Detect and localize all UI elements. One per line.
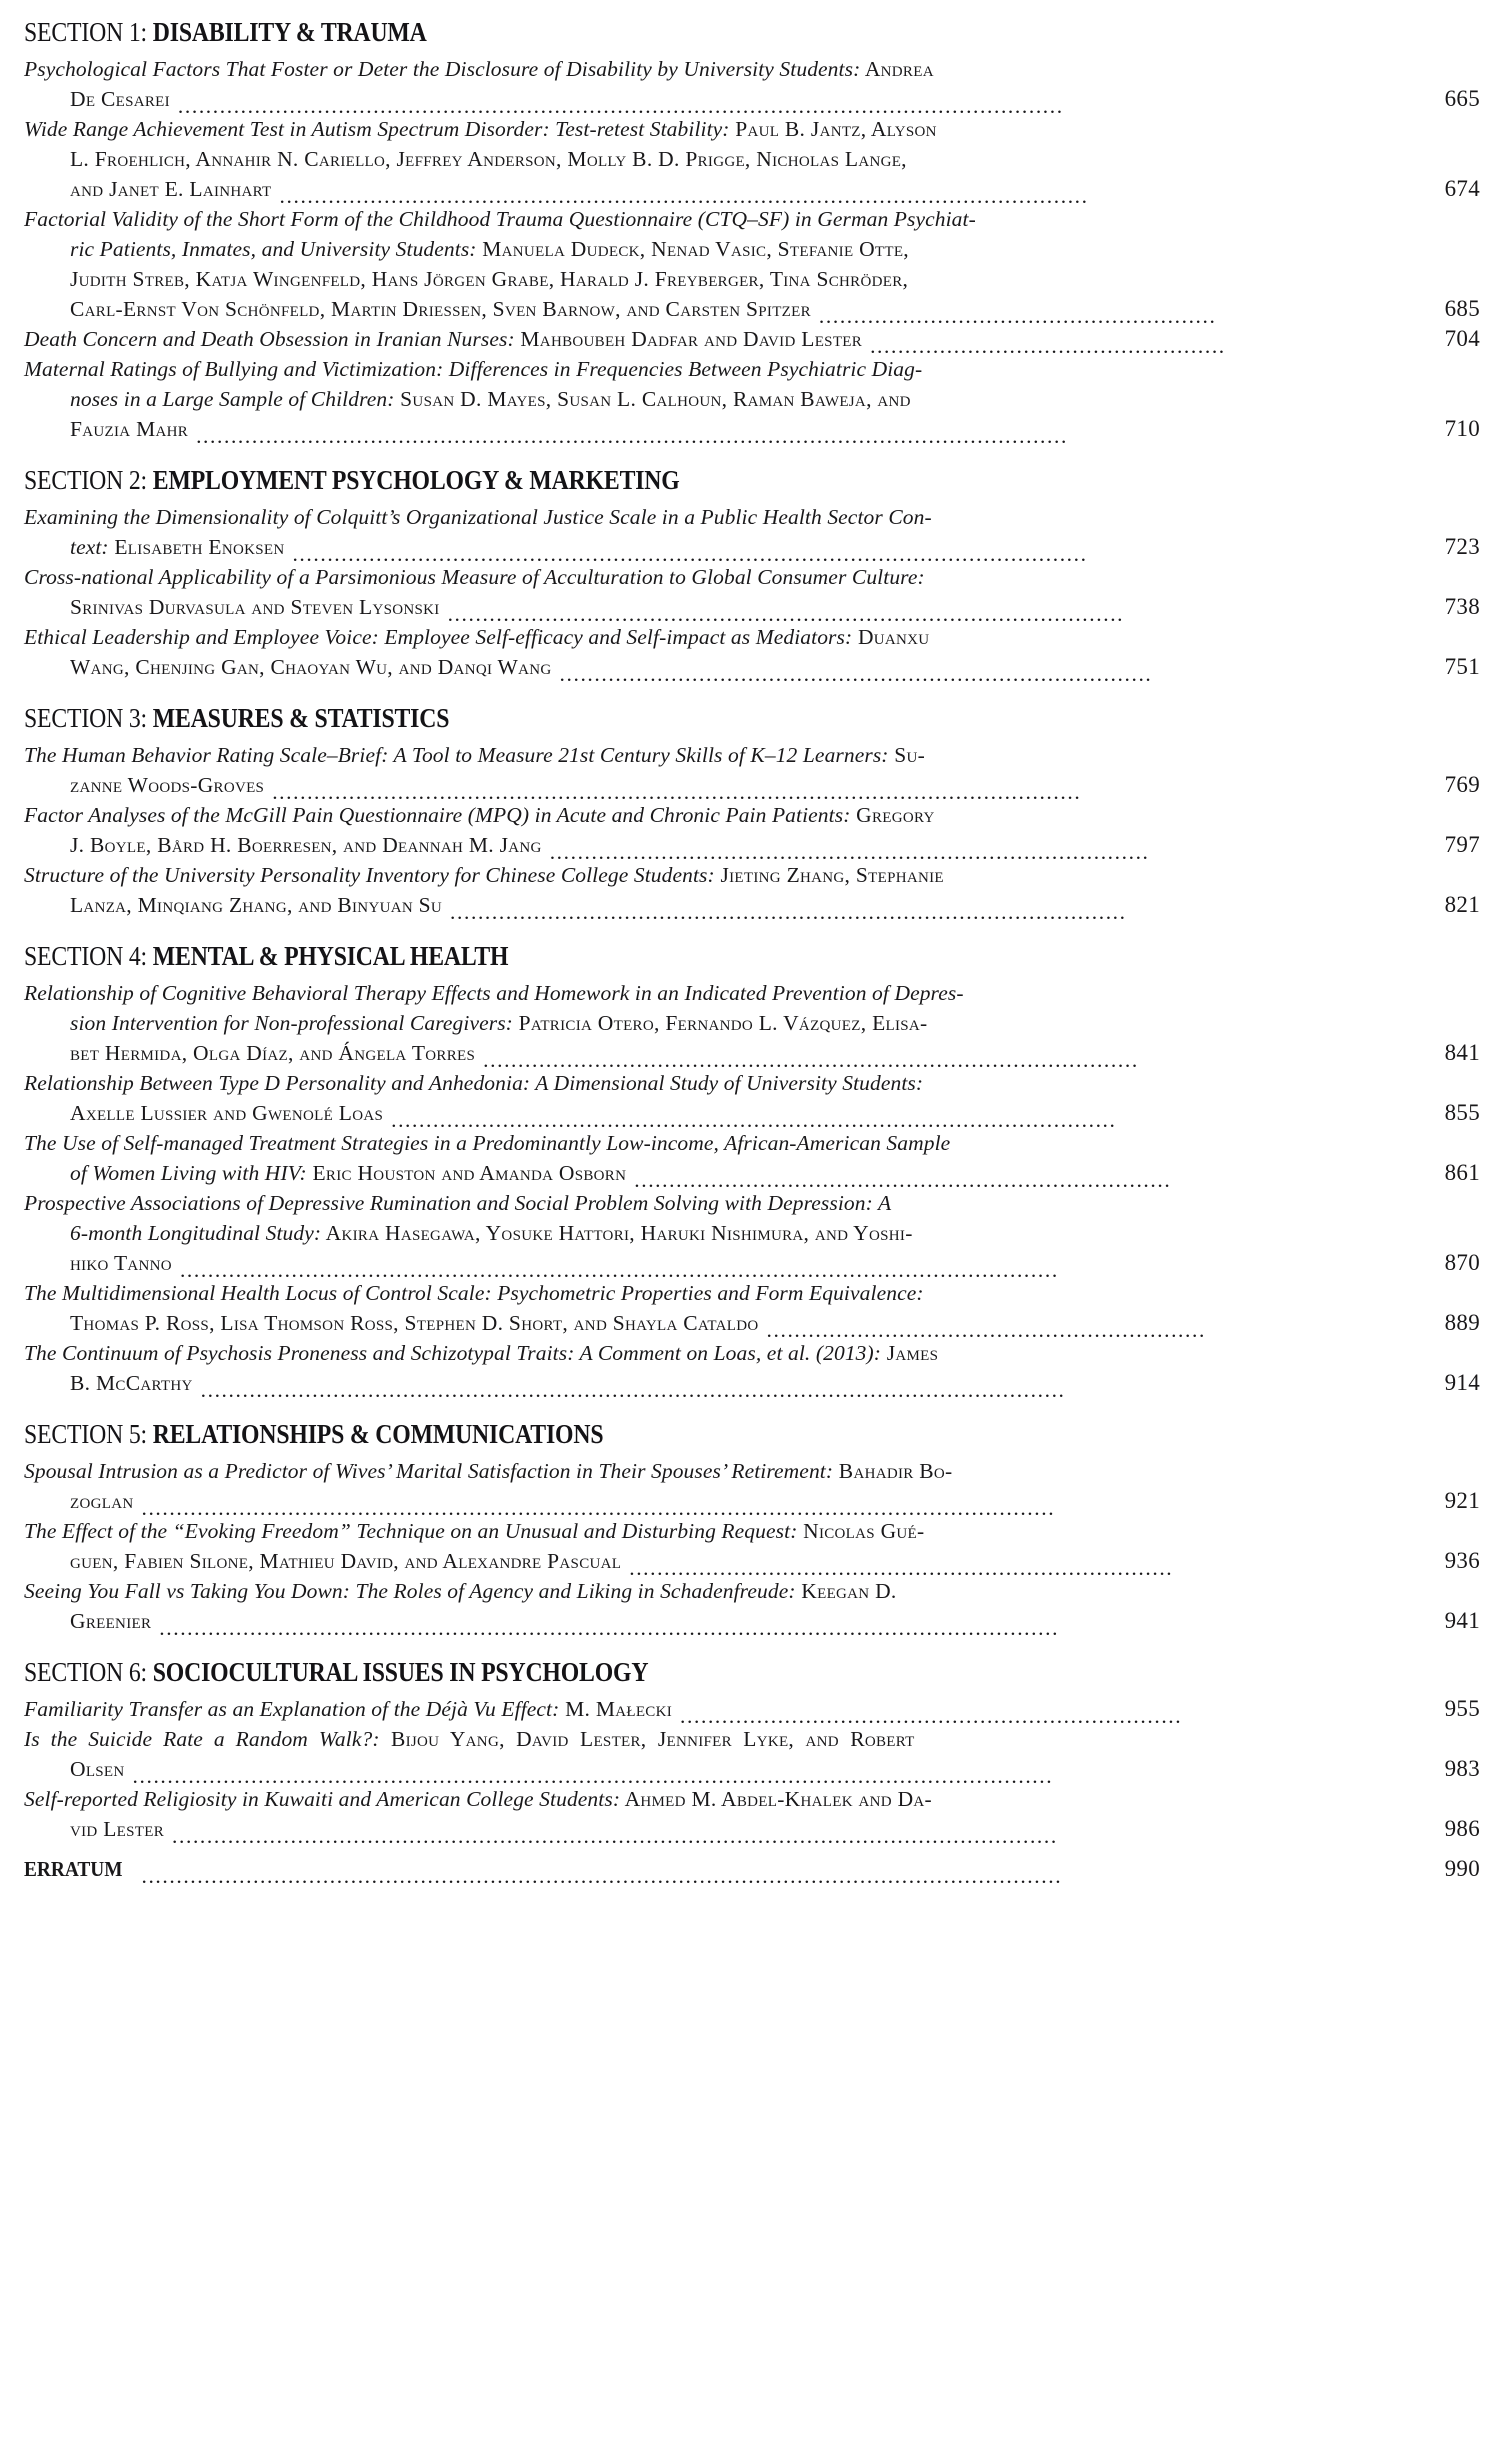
toc-entry-line [24, 978, 1480, 1008]
toc-entry[interactable] [24, 114, 1480, 208]
entry-title-text: The Human Behavior Rating Scale–Brief: A Tool to Measure 21st Century Skills of K–12 Learners: [24, 743, 889, 767]
toc-entry-line [24, 532, 1480, 566]
entry-authors-text: M. Małecki [559, 1697, 673, 1721]
toc-entry-line [24, 1814, 1480, 1848]
toc-entry[interactable] [24, 54, 1480, 118]
toc-entry[interactable] [24, 740, 1480, 804]
entry-authors-text: zoglan [70, 1489, 134, 1513]
toc-entry-line [24, 1308, 1480, 1342]
dot-leader: .................................................................................................................... [279, 184, 1089, 208]
entry-authors-text: Paul B. Jantz, Alyson [729, 117, 937, 141]
entry-authors-text: B. McCarthy [70, 1371, 193, 1395]
toc-entry[interactable] [24, 502, 1480, 566]
entry-title-text: text: [70, 535, 109, 559]
section-title: DISABILITY & TRAUMA [152, 17, 427, 47]
dot-leader: .............................................................................. [629, 1556, 1174, 1580]
section-heading [24, 1636, 1305, 1694]
toc-entry-line [24, 174, 1480, 208]
toc-entry-line [24, 652, 1480, 686]
toc-entry-line [24, 1516, 1480, 1546]
page-number: 738 [1444, 594, 1480, 619]
dot-leader: ................................................................................................................................... [141, 1496, 1056, 1520]
dot-leader: ..................................................................................... [559, 662, 1153, 686]
toc-entry-line [24, 234, 1480, 264]
entry-authors-text: Mahboubeh Dadfar and David Lester [514, 327, 863, 351]
entry-authors-text: L. Froehlich, Annahir N. Cariello, Jeffrey Anderson, Molly B. D. Prigge, Nicholas Lange, [70, 147, 907, 171]
toc-entry-line [24, 1854, 1480, 1888]
dot-leader: ............................................................................................................................. [196, 424, 1068, 448]
page-number: 665 [1444, 86, 1480, 111]
section-label: SECTION 3: [24, 703, 147, 733]
entry-authors-text: De Cesarei [70, 87, 170, 111]
entry-authors-text: Susan D. Mayes, Susan L. Calhoun, Raman Baweja, and [394, 387, 911, 411]
section-title: SOCIOCULTURAL ISSUES IN PSYCHOLOGY [152, 1657, 649, 1687]
entry-authors-text: Elisabeth Enoksen [108, 535, 285, 559]
page-number: 955 [1444, 1696, 1480, 1721]
entry-title-text: Structure of the University Personality Inventory for Chinese College Students: [24, 863, 715, 887]
toc-entry-line [24, 1368, 1480, 1402]
entry-authors-text: Jieting Zhang, Stephanie [714, 863, 944, 887]
toc-entry-line [24, 622, 1480, 652]
section-label: SECTION 1: [24, 17, 147, 47]
toc-entry-line [24, 144, 1480, 174]
toc-entry-line [24, 770, 1480, 804]
dot-leader: ................................................................................................. [447, 602, 1125, 626]
toc-entry[interactable] [24, 1694, 1480, 1728]
toc-entry-line [24, 204, 1480, 234]
entry-authors-text: Lanza, Minqiang Zhang, and Binyuan Su [70, 893, 443, 917]
toc-entry[interactable] [24, 1456, 1480, 1520]
toc-entry[interactable] [24, 1576, 1480, 1640]
dot-leader: ............................................................................................................................... [177, 94, 1064, 118]
toc-entry[interactable] [24, 860, 1480, 924]
toc-entry-line [24, 1546, 1480, 1580]
entry-title-text: Relationship Between Type D Personality and Anhedonia: A Dimensional Study of University Students: [24, 1071, 924, 1095]
entry-authors-text: hiko Tanno [70, 1251, 172, 1275]
toc-entry-line [24, 1754, 1480, 1788]
dot-leader: ......................................................... [818, 304, 1217, 328]
dot-leader: ............................................................................................................................... [172, 1824, 1058, 1848]
toc-entry-line [24, 1576, 1480, 1606]
section-heading [24, 920, 1305, 978]
toc-entry-line [24, 1128, 1480, 1158]
toc-entry-line [24, 860, 1480, 890]
page-number: 941 [1444, 1608, 1480, 1633]
section-title: MEASURES & STATISTICS [152, 703, 450, 733]
toc-entry-line [24, 562, 1480, 592]
page-number: 704 [1444, 326, 1480, 351]
toc-entry-line [24, 1724, 1480, 1754]
entry-title-text: Cross-national Applicability of a Parsimonious Measure of Acculturation to Global Consumer Culture: [24, 565, 925, 589]
toc-entry-line [24, 264, 1480, 294]
toc-entry[interactable] [24, 562, 1480, 626]
toc-entry[interactable] [24, 1338, 1480, 1402]
section-label: SECTION 6: [24, 1657, 147, 1687]
page-number: 710 [1444, 416, 1480, 441]
entry-authors-text: Greenier [70, 1609, 152, 1633]
entry-title-text: The Continuum of Psychosis Proneness and Schizotypal Traits: A Comment on Loas, et al. (2013): [24, 1341, 882, 1365]
entry-authors-text: Carl-Ernst Von Schönfeld, Martin Driessen, Sven Barnow, and Carsten Spitzer [70, 297, 811, 321]
toc-entry[interactable] [24, 1516, 1480, 1580]
toc-entry[interactable] [24, 204, 1480, 328]
dot-leader: ........................................................................................................ [391, 1108, 1117, 1132]
toc-entry-line [24, 1784, 1480, 1814]
toc-entry[interactable] [24, 324, 1480, 358]
section-title: EMPLOYMENT PSYCHOLOGY & MARKETING [152, 465, 680, 495]
toc-entry-line [24, 502, 1480, 532]
page-number: 797 [1444, 832, 1480, 857]
entry-title-text: Psychological Factors That Foster or Deter the Disclosure of Disability by University Students: [24, 57, 861, 81]
entry-title-text: of Women Living with HIV: [70, 1161, 307, 1185]
dot-leader: ............................................................................. [634, 1168, 1172, 1192]
entry-authors-text: Judith Streb, Katja Wingenfeld, Hans Jörgen Grabe, Harald J. Freyberger, Tina Schröder, [70, 267, 909, 291]
entry-authors-text: Eric Houston and Amanda Osborn [306, 1161, 627, 1185]
entry-title-text: Spousal Intrusion as a Predictor of Wives’ Marital Satisfaction in Their Spouses’ Retirement: [24, 1459, 834, 1483]
toc-entry-line [24, 324, 1480, 358]
entry-title-text: Death Concern and Death Obsession in Iranian Nurses: [24, 327, 515, 351]
page-number: 769 [1444, 772, 1480, 797]
dot-leader: .................................................................................................................................... [132, 1764, 1054, 1788]
page-number: 921 [1444, 1488, 1480, 1513]
toc-entry[interactable] [24, 354, 1480, 448]
page-number: 821 [1444, 892, 1480, 917]
erratum-label: ERRATUM [24, 1857, 123, 1881]
entry-title-text: Prospective Associations of Depressive Rumination and Social Problem Solving with Depression: A [24, 1191, 892, 1215]
toc-entry-line [24, 1098, 1480, 1132]
entry-authors-text: Srinivas Durvasula and Steven Lysonski [70, 595, 440, 619]
dot-leader: .............................................................................................. [483, 1048, 1139, 1072]
entry-title-text: Factor Analyses of the McGill Pain Questionnaire (MPQ) in Acute and Chronic Pain Patients: [24, 803, 851, 827]
page-number: 751 [1444, 654, 1480, 679]
page-number: 889 [1444, 1310, 1480, 1335]
page-number: 914 [1444, 1370, 1480, 1395]
entry-authors-text: zanne Woods-Groves [70, 773, 265, 797]
section-label: SECTION 4: [24, 941, 147, 971]
toc-entry[interactable] [24, 622, 1480, 686]
entry-authors-text: Bijou Yang, David Lester, Jennifer Lyke, and Robert [379, 1727, 915, 1751]
entry-authors-text: Ahmed M. Abdel-Khalek and Da- [620, 1787, 932, 1811]
toc-entry-line [24, 1694, 1480, 1728]
page-number: 674 [1444, 176, 1480, 201]
toc-entry[interactable] [24, 1278, 1480, 1342]
entry-authors-text: bet Hermida, Olga Díaz, and Ángela Torres [70, 1041, 476, 1065]
entry-authors-text: Olsen [70, 1757, 125, 1781]
section-heading [24, 682, 1305, 740]
entry-title-text: Relationship of Cognitive Behavioral Therapy Effects and Homework in an Indicated Prevention of Depres- [24, 981, 964, 1005]
entry-title-text: 6-month Longitudinal Study: [70, 1221, 322, 1245]
toc-entry[interactable] [24, 1724, 1480, 1788]
dot-leader: ................................................................................................................................. [159, 1616, 1060, 1640]
toc-entry-line [24, 384, 1480, 414]
dot-leader: .................................................................................................................... [272, 780, 1082, 804]
entry-title-text: Self-reported Religiosity in Kuwaiti and American College Students: [24, 1787, 621, 1811]
dot-leader: ...................................................................................... [549, 840, 1150, 864]
entry-title-text: The Effect of the “Evoking Freedom” Technique on an Unusual and Disturbing Request: [24, 1519, 798, 1543]
page-number: 990 [1444, 1856, 1480, 1881]
entry-title-text: Ethical Leadership and Employee Voice: Employee Self-efficacy and Self-impact as Mediators: [24, 625, 853, 649]
section-title: RELATIONSHIPS & COMMUNICATIONS [152, 1419, 604, 1449]
entry-authors-text: J. Boyle, Bård H. Boerresen, and Deannah M. Jang [70, 833, 542, 857]
dot-leader: .............................................................................................................................. [179, 1258, 1059, 1282]
toc-entry-line [24, 354, 1480, 384]
section-heading [24, 1398, 1305, 1456]
toc-entry-line [24, 1218, 1480, 1248]
dot-leader: ............................................................... [766, 1318, 1206, 1342]
toc-entry-line [24, 1158, 1480, 1192]
toc-entry-line [24, 1008, 1480, 1038]
dot-leader: ........................................................................ [680, 1704, 1183, 1728]
entry-authors-text: guen, Fabien Silone, Mathieu David, and Alexandre Pascual [70, 1549, 622, 1573]
page-number: 870 [1444, 1250, 1480, 1275]
toc-entry-line [24, 1068, 1480, 1098]
toc-entry-line [24, 1606, 1480, 1640]
page-number: 983 [1444, 1756, 1480, 1781]
entry-authors-text: Wang, Chenjing Gan, Chaoyan Wu, and Danqi Wang [70, 655, 552, 679]
toc-entry[interactable] [24, 1068, 1480, 1132]
entry-authors-text: Manuela Dudeck, Nenad Vasic, Stefanie Otte, [476, 237, 909, 261]
toc-entry[interactable] [24, 1784, 1480, 1848]
toc-entry-line [24, 1486, 1480, 1520]
toc-entry-line [24, 294, 1480, 328]
entry-authors-text: vid Lester [70, 1817, 165, 1841]
toc-entry-line [24, 1248, 1480, 1282]
entry-title-text: Maternal Ratings of Bullying and Victimization: Differences in Frequencies Between Psychiatric Diag- [24, 357, 923, 381]
toc-entry-line [24, 414, 1480, 448]
entry-title-text: noses in a Large Sample of Children: [70, 387, 395, 411]
toc-entry-line [24, 1038, 1480, 1072]
toc-entry[interactable] [24, 1188, 1480, 1282]
entry-title-text: Examining the Dimensionality of Colquitt’s Organizational Justice Scale in a Public Health Sector Con- [24, 505, 932, 529]
dot-leader: ................................................................................................. [450, 900, 1127, 924]
entry-title-text: ric Patients, Inmates, and University Students: [70, 237, 477, 261]
dot-leader: .................................................................................................................................... [141, 1864, 1063, 1888]
toc-entry[interactable] [24, 1128, 1480, 1192]
entry-authors-text: Bahadir Bo- [833, 1459, 953, 1483]
entry-authors-text: Fauzia Mahr [70, 417, 189, 441]
entry-title-text: The Multidimensional Health Locus of Control Scale: Psychometric Properties and Form Equivalence: [24, 1281, 924, 1305]
toc-entry-line [24, 54, 1480, 84]
table-of-contents [24, 8, 1480, 1888]
dot-leader: .................................................................................................................. [292, 542, 1088, 566]
toc-entry-line [24, 592, 1480, 626]
entry-authors-text: Nicolas Gué- [797, 1519, 925, 1543]
entry-title-text: sion Intervention for Non-professional Caregivers: [70, 1011, 513, 1035]
entry-title-text: Is the Suicide Rate a Random Walk?: [24, 1727, 380, 1751]
section-heading [24, 444, 1305, 502]
entry-authors-text: Duanxu [852, 625, 930, 649]
dot-leader: ................................................... [870, 334, 1226, 358]
section-title: MENTAL & PHYSICAL HEALTH [152, 941, 509, 971]
page-number: 855 [1444, 1100, 1480, 1125]
toc-entry-line [24, 1278, 1480, 1308]
toc-entry-line [24, 890, 1480, 924]
toc-entry-line [24, 84, 1480, 118]
page-number: 723 [1444, 534, 1480, 559]
page-number: 986 [1444, 1816, 1480, 1841]
entry-authors-text: Patricia Otero, Fernando L. Vázquez, Elisa- [512, 1011, 928, 1035]
entry-title-text: Familiarity Transfer as an Explanation of the Déjà Vu Effect: [24, 1697, 560, 1721]
toc-entry-line [24, 114, 1480, 144]
toc-entry-line [24, 1338, 1480, 1368]
entry-authors-text: and Janet E. Lainhart [70, 177, 272, 201]
entry-title-text: Wide Range Achievement Test in Autism Spectrum Disorder: Test-retest Stability: [24, 117, 730, 141]
page-number: 685 [1444, 296, 1480, 321]
entry-authors-text: Axelle Lussier and Gwenolé Loas [70, 1101, 384, 1125]
page-number: 861 [1444, 1160, 1480, 1185]
page-number: 936 [1444, 1548, 1480, 1573]
toc-entry-line [24, 740, 1480, 770]
entry-authors-text: James [881, 1341, 939, 1365]
entry-title-text: Factorial Validity of the Short Form of the Childhood Trauma Questionnaire (CTQ–SF) in German Psychiat- [24, 207, 976, 231]
entry-authors-text: Keegan D. [795, 1579, 897, 1603]
entry-authors-text: Su- [888, 743, 926, 767]
erratum-spacer [24, 1844, 1480, 1854]
entry-authors-text: Gregory [850, 803, 935, 827]
toc-entry-line [24, 830, 1480, 864]
toc-entry-line [24, 1456, 1480, 1486]
page-number: 841 [1444, 1040, 1480, 1065]
entry-authors-text: Thomas P. Ross, Lisa Thomson Ross, Stephen D. Short, and Shayla Cataldo [70, 1311, 759, 1335]
entry-authors-text: Akira Hasegawa, Yosuke Hattori, Haruki Nishimura, and Yoshi- [321, 1221, 913, 1245]
section-heading [24, 8, 1305, 54]
entry-authors-text: Andrea [860, 57, 934, 81]
toc-entry-line [24, 800, 1480, 830]
dot-leader: ............................................................................................................................ [200, 1378, 1066, 1402]
section-label: SECTION 5: [24, 1419, 147, 1449]
toc-entry-line [24, 1188, 1480, 1218]
toc-entry[interactable] [24, 800, 1480, 864]
entry-title-text: The Use of Self-managed Treatment Strategies in a Predominantly Low-income, African-American Sample [24, 1131, 951, 1155]
erratum-entry[interactable] [24, 1844, 1480, 1888]
entry-title-text: Seeing You Fall vs Taking You Down: The Roles of Agency and Liking in Schadenfreude: [24, 1579, 796, 1603]
section-label: SECTION 2: [24, 465, 147, 495]
toc-entry[interactable] [24, 978, 1480, 1072]
